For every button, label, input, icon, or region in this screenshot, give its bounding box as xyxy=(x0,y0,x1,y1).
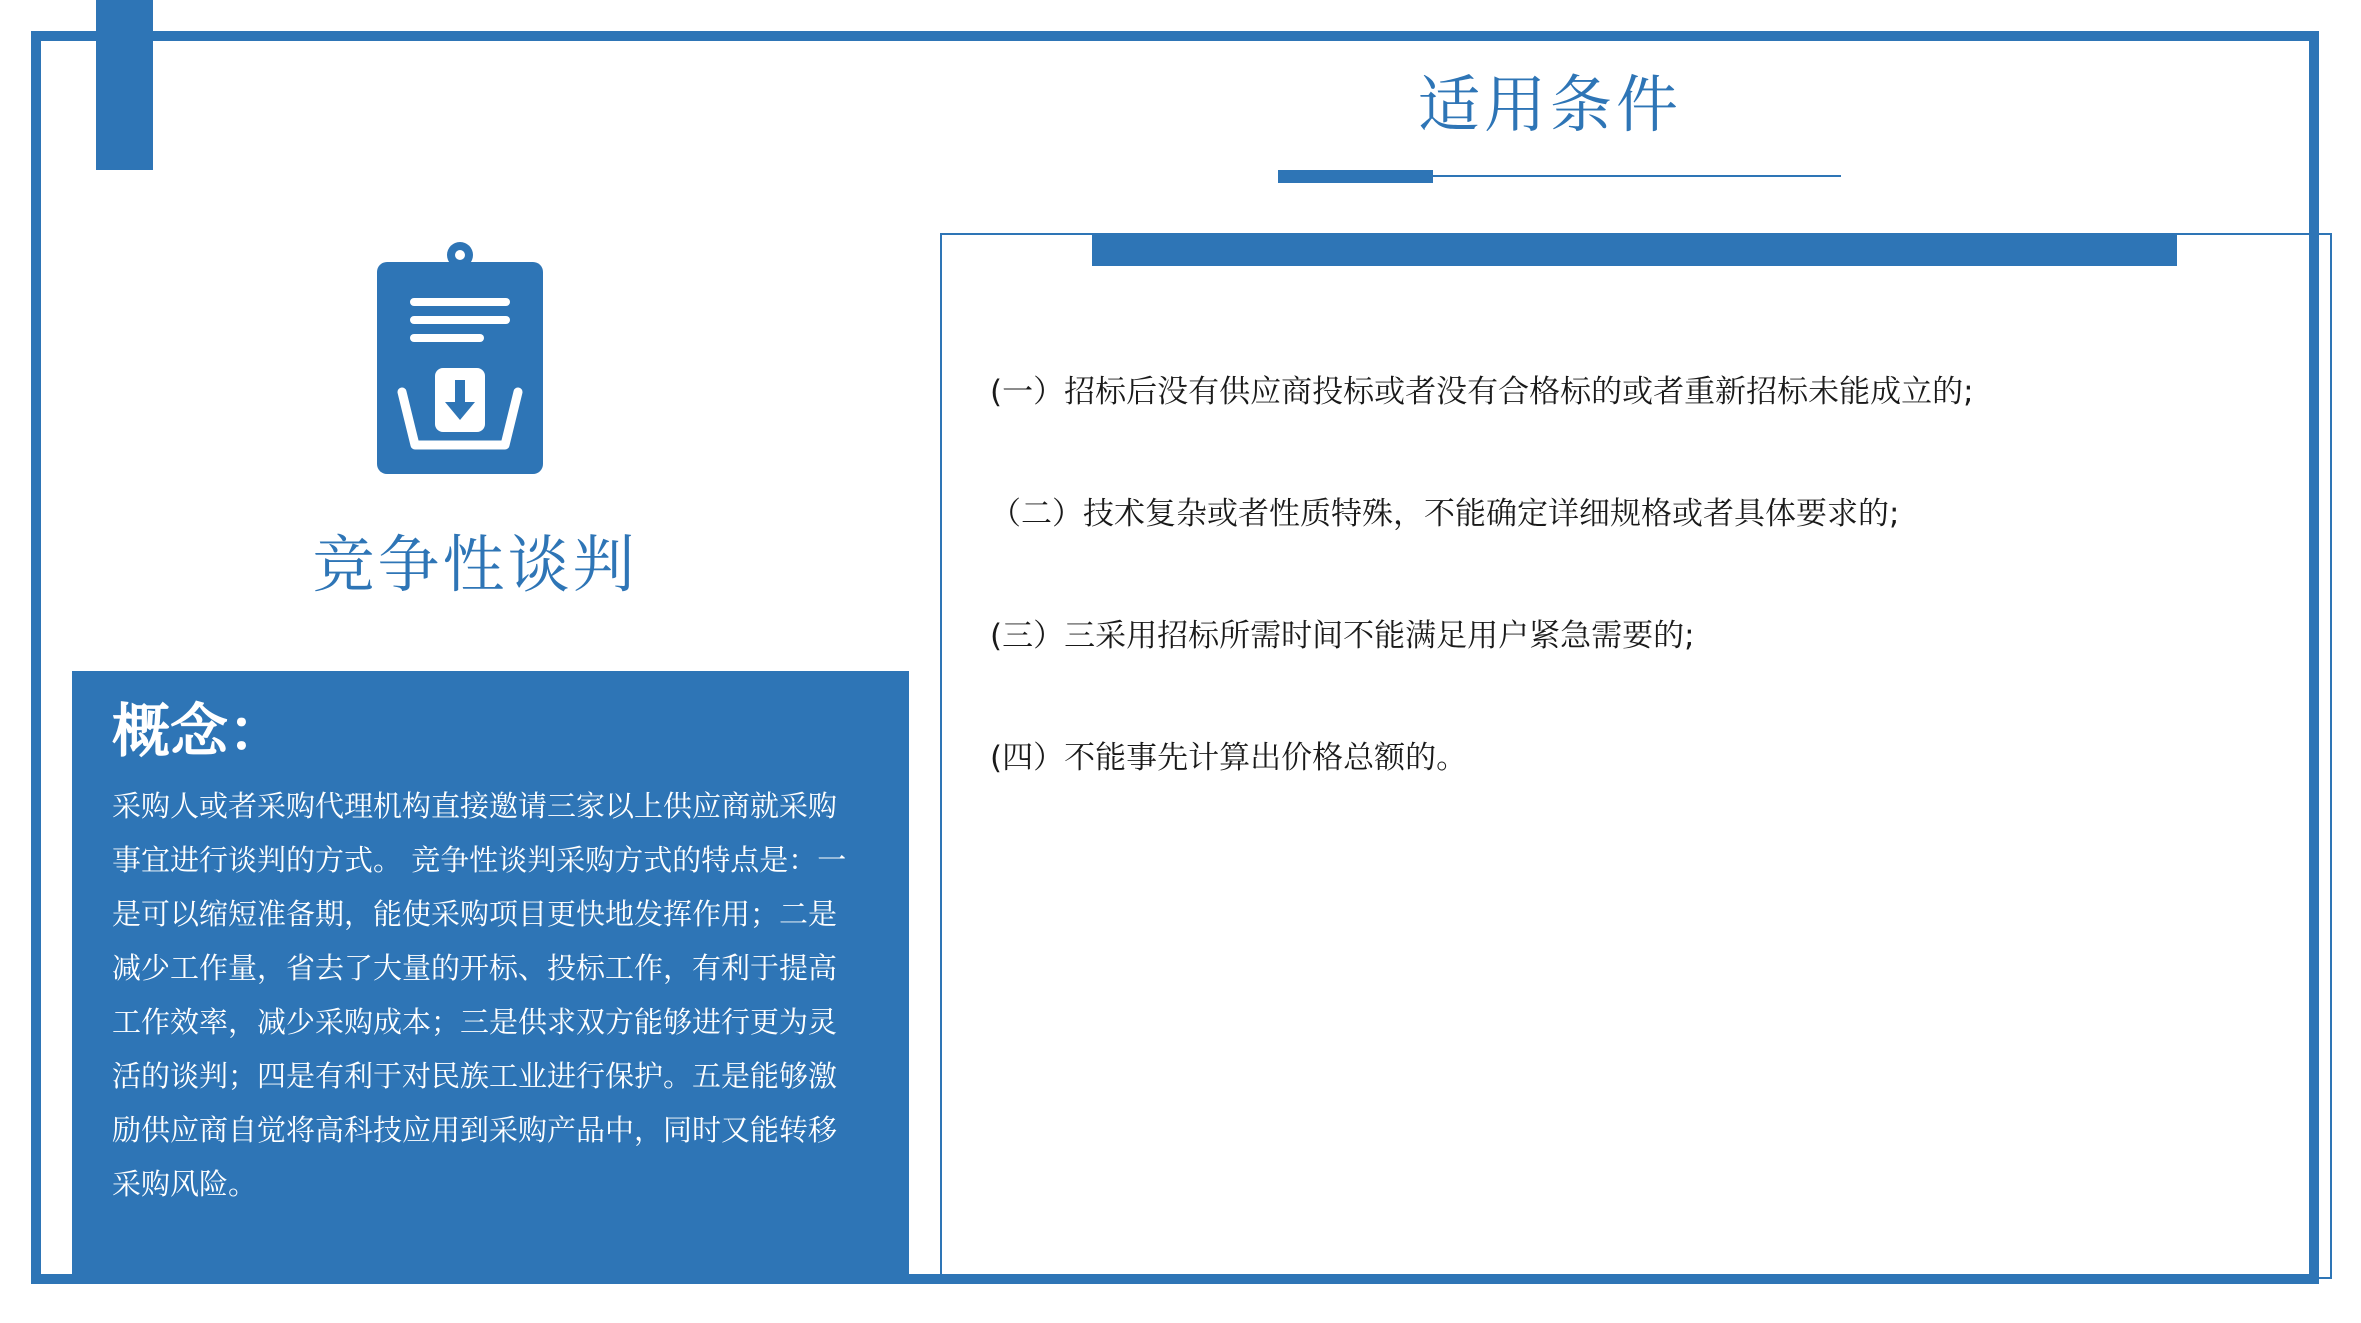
conditions-panel-bar xyxy=(1092,235,2177,266)
concept-text: 采购人或者采购代理机构直接邀请三家以上供应商就采购事宜进行谈判的方式。 竞争性谈判采购方式的特点是：一是可以缩短准备期，能使采购项目更快地发挥作用；二是减少工作量，省去了大量的开标、投标工作，有利于提高工作效率，减少采购成本；三是供求双方能够进行更为灵活的谈判；四是有利于对民族工业进行保护。五是能够激励供应商自觉将高科技应用到采购产品中，同时又能转移采购风险。 xyxy=(112,789,847,1201)
concept-heading: 概念： xyxy=(112,697,287,765)
condition-item: (四）不能事先计算出价格总额的。 xyxy=(990,740,1468,776)
title-underline-accent xyxy=(1278,170,1433,183)
page-title: 适用条件 xyxy=(1417,68,1682,141)
condition-item: (一）招标后没有供应商投标或者没有合格标的或者重新招标未能成立的; xyxy=(990,374,1974,410)
corner-tab-decoration xyxy=(96,0,153,170)
conditions-list xyxy=(990,370,1974,858)
concept-box xyxy=(72,671,909,1282)
condition-item: (三）三采用招标所需时间不能满足用户紧急需要的; xyxy=(990,618,1695,654)
clipboard-download-icon xyxy=(375,240,545,475)
condition-item: （二）技术复杂或者性质特殊，不能确定详细规格或者具体要求的; xyxy=(990,496,1900,532)
subject-heading: 竞争性谈判 xyxy=(312,528,638,601)
